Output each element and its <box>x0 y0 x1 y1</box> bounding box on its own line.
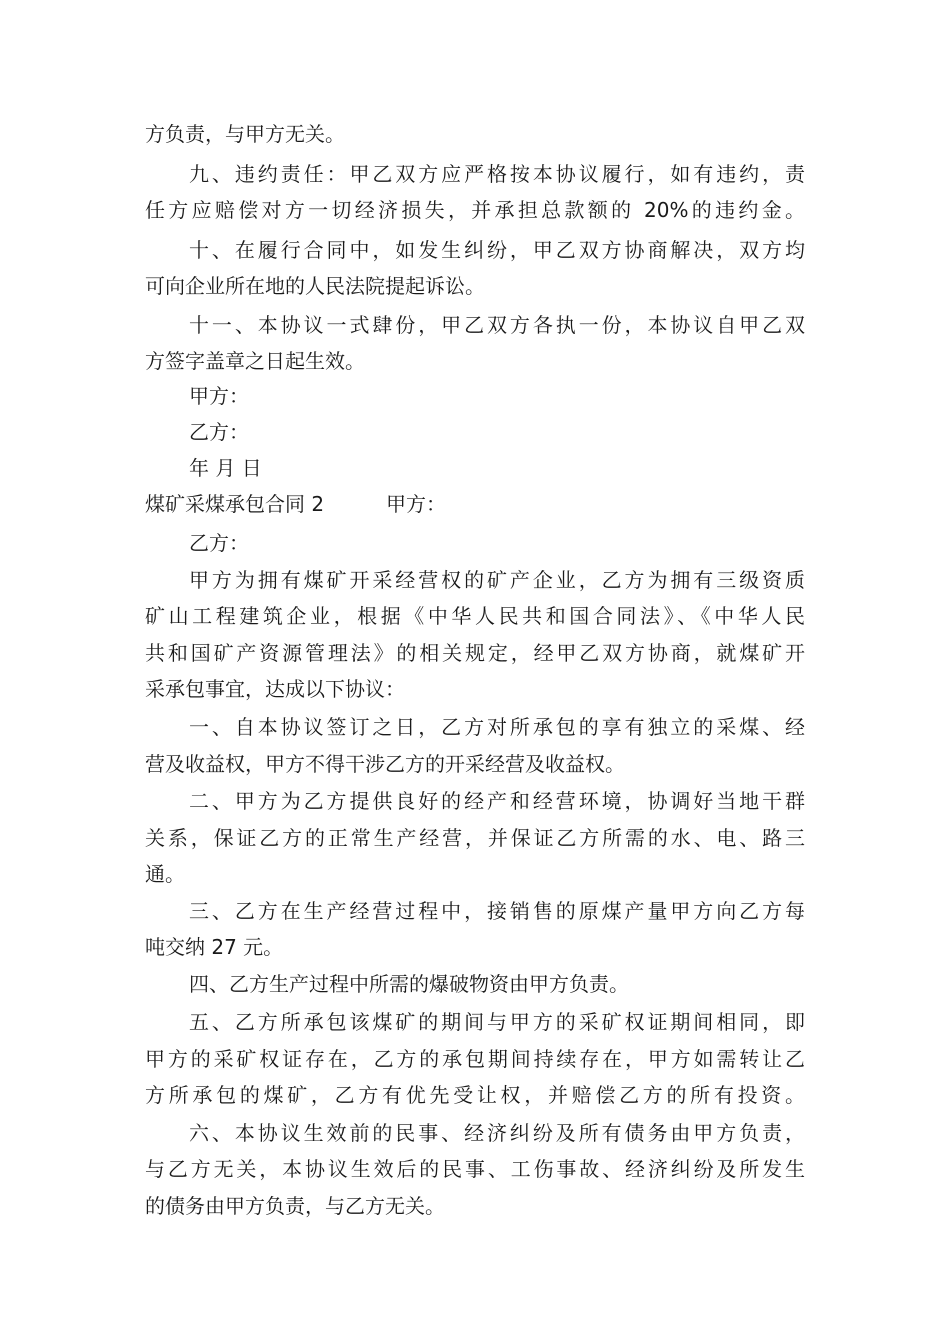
signature-party-a-label: 甲方： <box>189 384 249 408</box>
text-line: 一、自本协议签订之日，乙方对所承包的享有独立的采煤、经 <box>189 715 805 739</box>
text-line: 十、在履行合同中，如发生纠纷，甲乙双方协商解决，双方均 <box>189 238 805 262</box>
text-line: 与乙方无关，本协议生效后的民事、工伤事故、经济纠纷及所发生 <box>145 1157 805 1181</box>
text-line: 甲方的采矿权证存在，乙方的承包期间持续存在，甲方如需转让乙 <box>145 1047 805 1071</box>
signature-party-b-label: 乙方： <box>189 420 249 444</box>
text-line: 共和国矿产资源管理法》的相关规定，经甲乙双方协商，就煤矿开 <box>145 641 805 665</box>
text-line: 六、本协议生效前的民事、经济纠纷及所有债务由甲方负责， <box>189 1121 805 1145</box>
text-line: 任方应赔偿对方一切经济损失，并承担总款额的 20%的违约金。 <box>145 198 805 222</box>
text-line: 吨交纳 27 元。 <box>145 935 284 959</box>
text-line: 矿山工程建筑企业，根据《中华人民共和国合同法》、《中华人民 <box>145 604 805 628</box>
text-line: 方签字盖章之日起生效。 <box>145 349 365 373</box>
text-line: 九、违约责任：甲乙双方应严格按本协议履行，如有违约，责 <box>189 162 805 186</box>
text-line: 方负责，与甲方无关。 <box>145 122 345 146</box>
text-line: 甲方为拥有煤矿开采经营权的矿产企业，乙方为拥有三级资质 <box>189 568 805 592</box>
text-line: 通。 <box>145 862 185 886</box>
text-line: 四、乙方生产过程中所需的爆破物资由甲方负责。 <box>189 972 629 996</box>
text-line: 采承包事宜，达成以下协议： <box>145 677 405 701</box>
party-b-label: 乙方： <box>189 531 249 555</box>
text-line: 二、甲方为乙方提供良好的经产和经营环境，协调好当地干群 <box>189 789 805 813</box>
text-line: 十一、本协议一式肆份，甲乙双方各执一份，本协议自甲乙双 <box>189 313 805 337</box>
text-line: 关系，保证乙方的正常生产经营，并保证乙方所需的水、电、路三 <box>145 826 805 850</box>
text-line: 方所承包的煤矿，乙方有优先受让权，并赔偿乙方的所有投资。 <box>145 1083 805 1107</box>
party-a-label: 甲方： <box>386 492 446 516</box>
text-line: 的债务由甲方负责，与乙方无关。 <box>145 1194 445 1218</box>
section-heading: 煤矿采煤承包合同 2 <box>145 492 325 516</box>
text-line: 五、乙方所承包该煤矿的期间与甲方的采矿权证期间相同，即 <box>189 1010 805 1034</box>
text-line: 营及收益权，甲方不得干涉乙方的开采经营及收益权。 <box>145 752 625 776</box>
text-line: 可向企业所在地的人民法院提起诉讼。 <box>145 274 485 298</box>
signature-date-label: 年 月 日 <box>189 456 262 480</box>
text-line: 三、乙方在生产经营过程中，接销售的原煤产量甲方向乙方每 <box>189 899 805 923</box>
